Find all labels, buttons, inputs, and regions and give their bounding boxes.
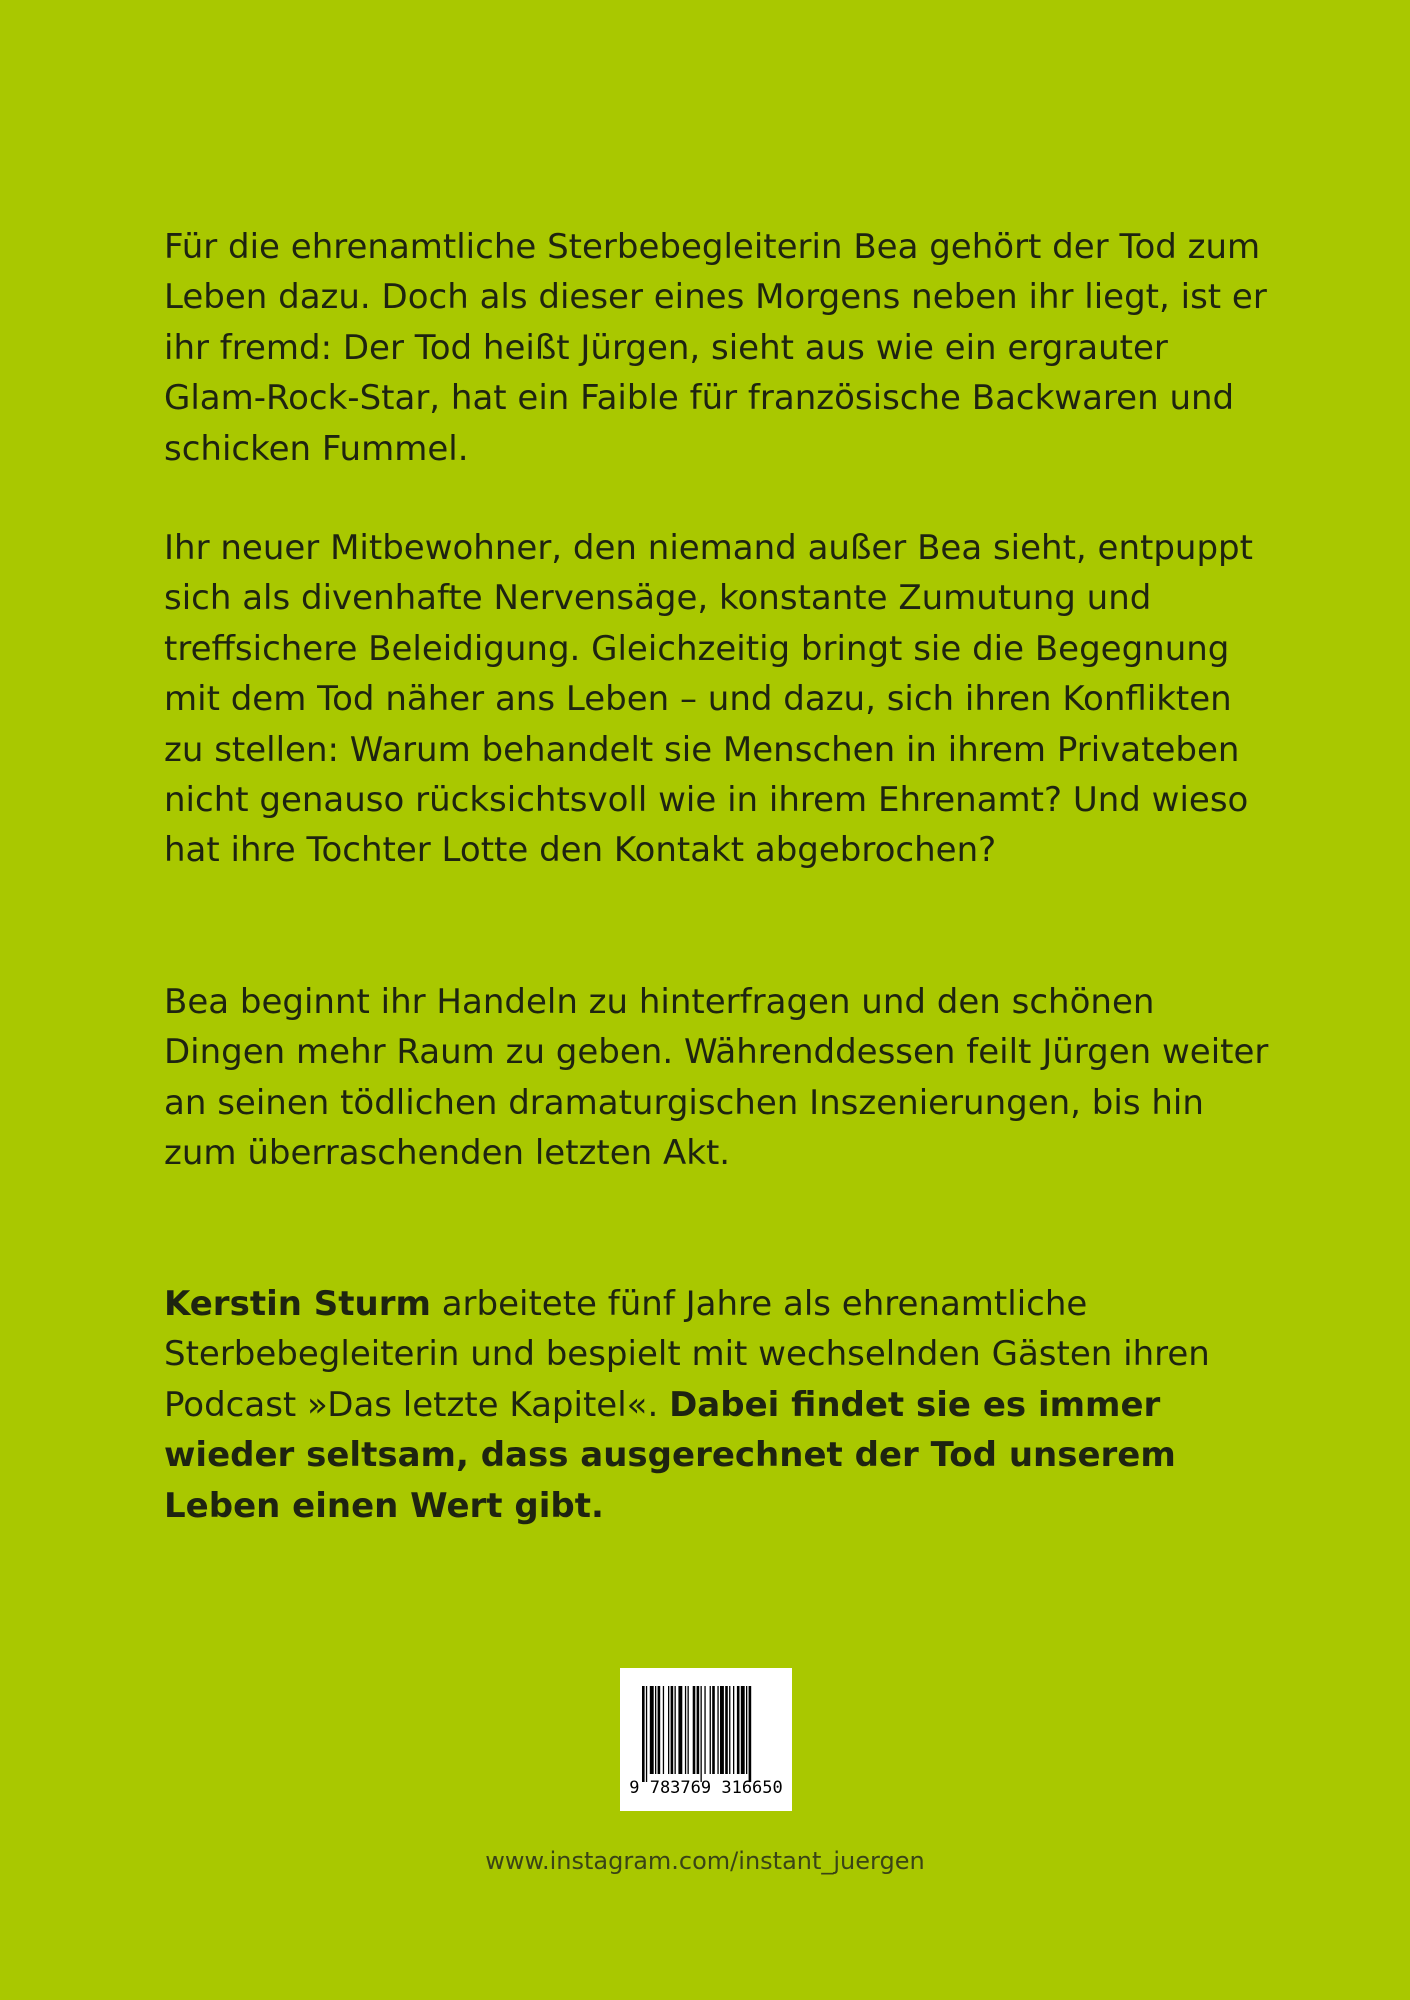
blurb-paragraph-3: Bea beginnt ihr Handeln zu hinterfragen und den schönen Dingen mehr Raum zu geben. Währenddessen feilt Jürgen weiter an seinen tödlichen dramaturgischen Inszenierungen, bis hin zum überraschenden letzten Akt. (164, 982, 1269, 1174)
barcode-bar (720, 1686, 724, 1774)
barcode-bar (678, 1686, 682, 1774)
blurb-paragraph-2: Ihr neuer Mitbewohner, den niemand außer Bea sieht, entpuppt sich als divenhafte Nervensäge, konstante Zumutung und treffsichere Beleidigung. Gleichzeitig bringt sie die Begegnung mit dem Tod näher ans Leben – und dazu, sich ihren Konflikten zu stellen: Warum behandelt sie Menschen in ihrem Privateben nicht genauso rücksichtsvoll wie in ihrem Ehrenamt? Und wieso hat ihre Tochter Lotte den Kontakt abgebrochen? (164, 528, 1253, 871)
barcode-bar (737, 1686, 740, 1774)
barcode-bar (749, 1686, 752, 1782)
barcode-bar (717, 1686, 718, 1774)
isbn-barcode (620, 1668, 792, 1811)
barcode-bar (746, 1686, 747, 1774)
barcode-bar (725, 1686, 728, 1774)
barcode-bar (729, 1686, 730, 1774)
barcode-bar (642, 1686, 645, 1782)
barcode-bar (741, 1686, 745, 1774)
barcode-bar (710, 1686, 711, 1774)
barcode-bar (663, 1686, 664, 1774)
barcode-bar (733, 1686, 734, 1774)
barcode-bar (658, 1686, 661, 1774)
barcode-bar (650, 1686, 654, 1774)
author-name: Kerstin Sturm (164, 1284, 431, 1324)
barcode-bar (688, 1686, 689, 1774)
barcode-bar (697, 1686, 700, 1774)
barcode-bar (704, 1686, 705, 1774)
barcode-bar (671, 1686, 674, 1774)
barcode-bar (646, 1686, 647, 1782)
author-bio-text: arbeitete fünf Jahre als ehrenamtliche Sterbebegleiterin und bespielt mit wechselnden Gästen ihren Podcast »Das letzte Kapitel«. (164, 1284, 1210, 1425)
barcode-bar (693, 1686, 696, 1774)
author-bio (164, 1279, 1274, 1531)
barcode-bar (701, 1686, 702, 1782)
barcode-bar (675, 1686, 676, 1774)
blurb-paragraph-1: Für die ehrenamtliche Sterbebegleiterin Bea gehört der Tod zum Leben dazu. Doch als dieser eines Morgens neben ihr liegt, ist er ihr fremd: Der Tod heißt Jürgen, sieht aus wie ein ergrauter Glam-Rock-Star, hat ein Faible für französische Backwaren und schicken Fummel. (164, 227, 1267, 469)
author-bio-highlight: Dabei findet sie es immer wieder seltsam, dass ausgerechnet der Tod unserem Leben einen Wert gibt. (164, 1384, 1176, 1526)
barcode-bar (685, 1686, 686, 1774)
isbn-number: 9 783769 316650 (629, 1778, 783, 1798)
instagram-link[interactable]: www.instagram.com/instant_juergen (485, 1847, 925, 1875)
barcode-bar (712, 1686, 715, 1774)
barcode-bar (668, 1686, 669, 1774)
barcode-bar (655, 1686, 656, 1774)
